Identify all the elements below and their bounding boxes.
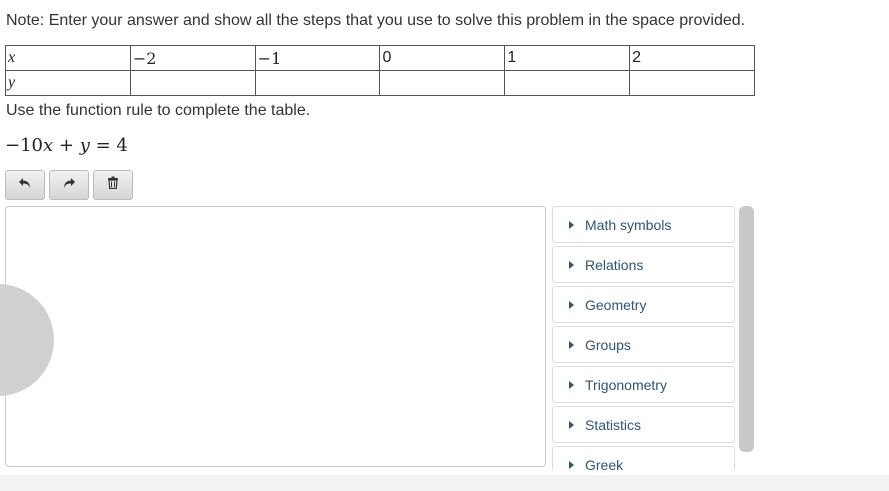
undo-button[interactable]: [5, 170, 45, 200]
palette-item-label: Greek: [585, 456, 624, 470]
palette-item-label: Math symbols: [585, 216, 672, 233]
symbol-palette: [552, 206, 735, 470]
palette-scrollbar[interactable]: [739, 206, 754, 452]
caret-right-icon: [569, 221, 574, 229]
table-cell: −1: [255, 46, 380, 71]
equation-var-x: x: [43, 135, 54, 156]
caret-right-icon: [569, 301, 574, 309]
table-cell: 0: [380, 46, 505, 71]
equation-coefficient: −10: [5, 135, 43, 156]
note-text: Note: Enter your answer and show all the steps that you use to solve this problem in the space provided.: [6, 12, 746, 29]
table-cell: x: [6, 46, 131, 71]
trash-icon: [107, 176, 119, 194]
palette-item-relations[interactable]: [552, 246, 735, 283]
function-table: [5, 45, 755, 96]
palette-item-math-symbols[interactable]: [552, 206, 735, 243]
palette-item-label: Statistics: [585, 416, 642, 433]
redo-button[interactable]: [49, 170, 89, 200]
undo-icon: [18, 176, 32, 194]
editor-toolbar: [5, 170, 133, 200]
palette-item-label: Geometry: [585, 296, 647, 313]
palette-item-groups[interactable]: [552, 326, 735, 363]
answer-editor[interactable]: [5, 206, 546, 467]
caret-right-icon: [569, 381, 574, 389]
table-cell: [130, 71, 255, 96]
table-cell: [630, 71, 755, 96]
table-cell: [505, 71, 630, 96]
palette-item-statistics[interactable]: [552, 406, 735, 443]
palette-item-trigonometry[interactable]: [552, 366, 735, 403]
palette-item-geometry[interactable]: [552, 286, 735, 323]
equation-var-y: y: [79, 135, 90, 156]
caret-right-icon: [569, 261, 574, 269]
equation-plus: +: [53, 135, 80, 156]
caret-right-icon: [569, 341, 574, 349]
table-row-x: [6, 46, 755, 71]
palette-item-label: Groups: [585, 336, 631, 353]
palette-item-label: Trigonometry: [585, 376, 667, 393]
table-cell: 1: [505, 46, 630, 71]
table-cell: [380, 71, 505, 96]
bottom-strip: [0, 475, 889, 491]
palette-item-greek[interactable]: [552, 446, 735, 470]
table-cell: [255, 71, 380, 96]
redo-icon: [62, 176, 76, 194]
equation-rest: = 4: [89, 135, 128, 156]
table-cell: −2: [130, 46, 255, 71]
table-cell: 2: [630, 46, 755, 71]
delete-button[interactable]: [93, 170, 133, 200]
instruction-text: Use the function rule to complete the table.: [6, 102, 311, 119]
table-row-y: [6, 71, 755, 96]
caret-right-icon: [569, 421, 574, 429]
palette-item-label: Relations: [585, 256, 644, 273]
caret-right-icon: [569, 461, 574, 469]
table-cell: y: [6, 71, 131, 96]
equation: [5, 135, 128, 156]
